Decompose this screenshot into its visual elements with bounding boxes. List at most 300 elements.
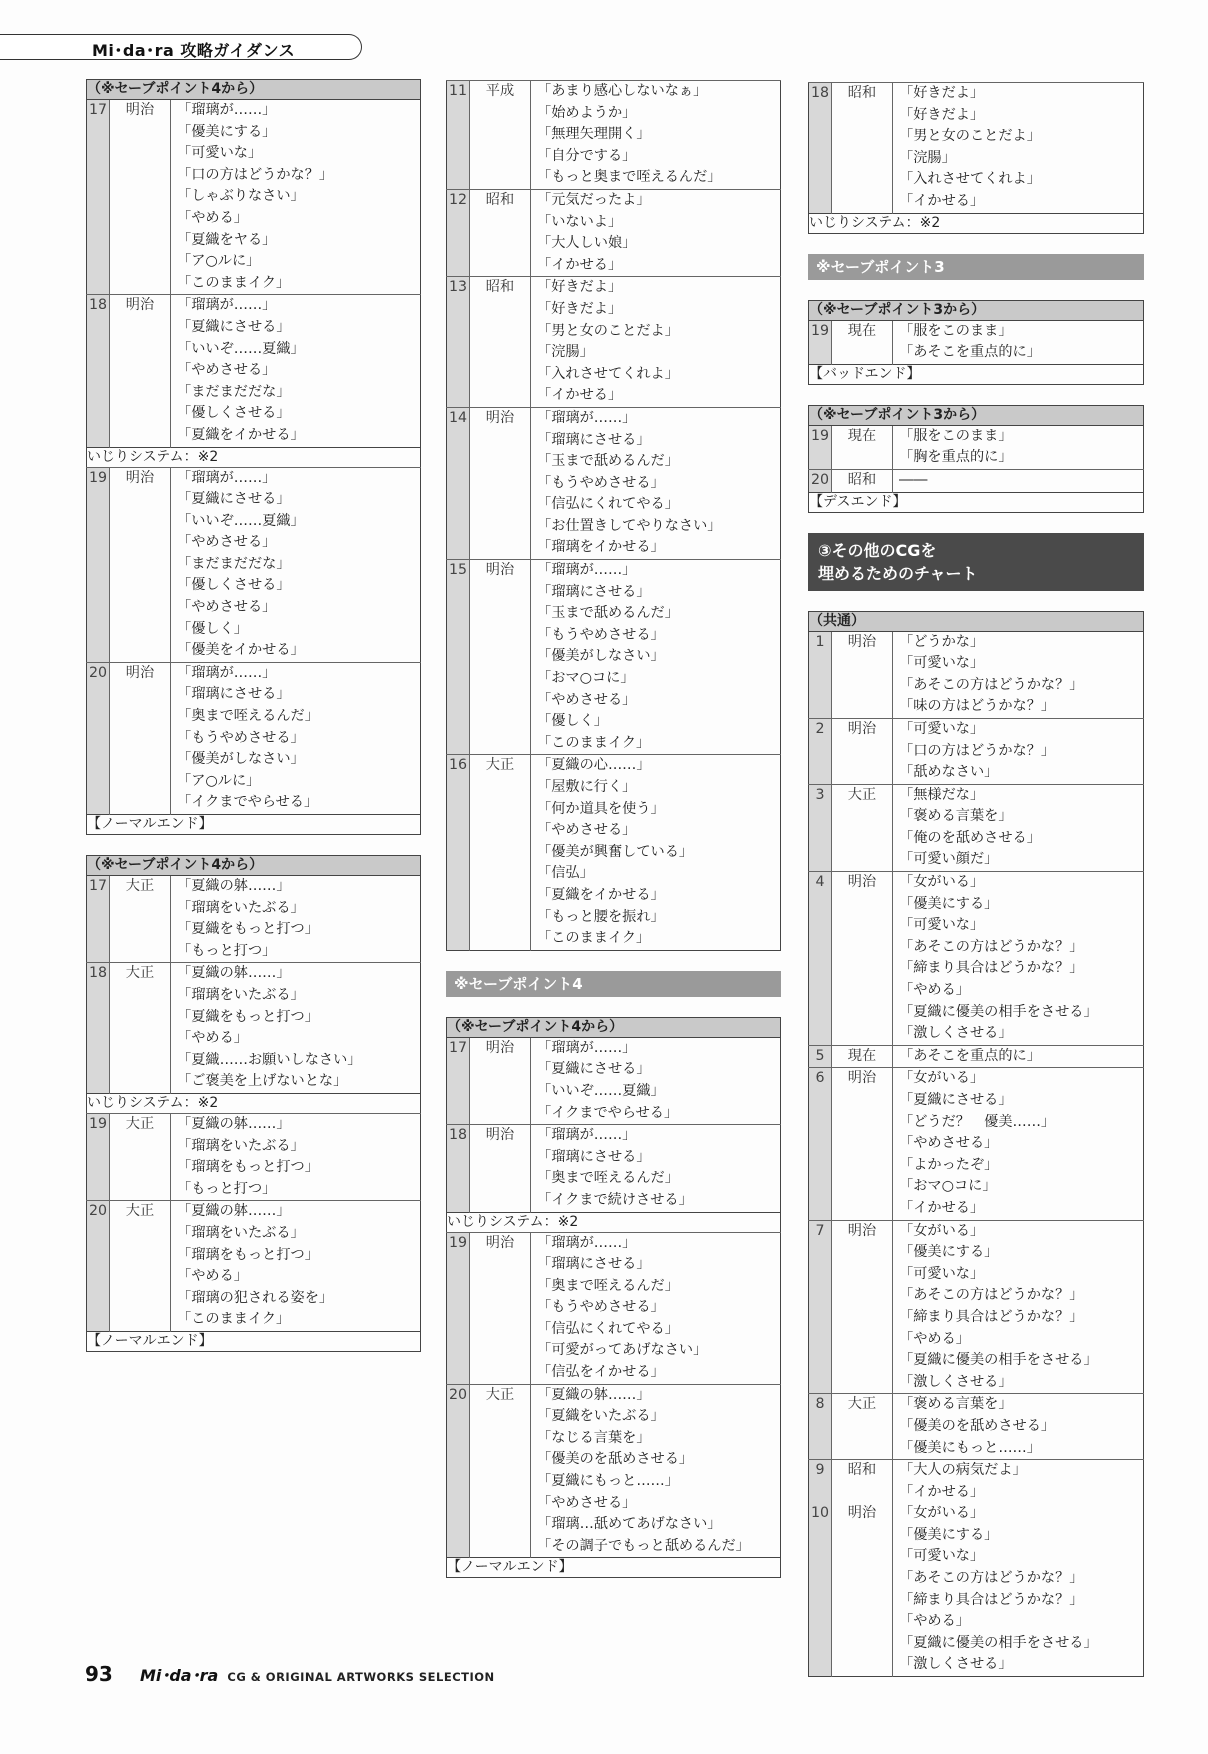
choice-line: 「優しく」 [537,713,608,730]
choice-line: 「もっと腰を振れ」 [537,908,665,925]
chart-table [446,1017,781,1579]
choices-cell [893,1460,1144,1504]
table-header-row [809,611,1144,631]
note-label: 【ノーマルエンド】 [447,1558,781,1578]
era-cell: 明治 [470,407,531,559]
choice-line: 「奥まで咥えるんだ」 [177,708,319,725]
choice-line: 「無様だな」 [899,786,985,803]
era-cell: 明治 [110,467,171,662]
choices-cell [531,81,781,190]
table-row [87,295,421,447]
table-row [809,1394,1144,1460]
step-number: 19 [447,1232,470,1384]
choice-line: 「瑠璃をいたぶる」 [177,1224,305,1241]
era-cell: 大正 [832,1394,893,1460]
choice-line: 「激しくさせる」 [899,1025,1013,1042]
choices-cell [893,1045,1144,1068]
chart-block [808,611,1144,1678]
step-number: 20 [809,469,832,492]
note-label: いじりシステム：※2 [447,1212,781,1232]
choice-line: 「口の方はどうかな？」 [899,742,1056,759]
choice-line: 「まだまだだな」 [177,555,291,572]
choice-line: 「夏織をヤる」 [177,231,277,248]
era-cell: 昭和 [832,83,893,214]
choice-line: 「奥まで咥えるんだ」 [537,1170,679,1187]
choices-cell [893,784,1144,871]
era-cell: 明治 [832,1220,893,1394]
table-header-row [87,856,421,876]
table-row [809,469,1144,492]
era-cell: 明治 [832,872,893,1046]
choice-line: 「可愛いな」 [899,1548,985,1565]
chart-block [86,79,421,835]
section-heading: ※セーブポイント3 [808,254,1144,280]
chart-table [86,855,421,1352]
chart-table [446,80,781,951]
choice-line: 「屋敷に行く」 [537,779,637,795]
cg-chart-heading [808,533,1144,591]
choice-line: 「夏織にさせる」 [537,1061,651,1078]
table-row [809,1045,1144,1068]
table-row [447,1037,781,1124]
table-note-row [87,447,421,467]
choice-line: 「夏織の躰……」 [177,965,291,982]
choice-line: 「夏織の躰……」 [177,1203,291,1220]
choice-line: 「好きだよ」 [899,106,985,123]
choice-line: 「いいぞ……夏織」 [177,340,305,357]
choice-line: 「可愛いな」 [177,145,263,162]
table-header: （※セーブポイント4から） [447,1017,781,1037]
choice-line: 「瑠璃…舐めてあげなさい」 [537,1516,722,1533]
choice-line: 「服をこのまま」 [899,322,1013,339]
choice-line: 「やめる」 [177,1030,248,1047]
choices-cell [531,1384,781,1558]
choice-line: 「女がいる」 [899,1070,985,1087]
era-cell: 現在 [832,1045,893,1068]
choice-line: 「やめさせる」 [177,599,277,616]
choices-cell [531,755,781,950]
choice-line: 「優美にもっと……」 [899,1439,1041,1456]
step-number: 18 [447,1125,470,1212]
choice-line: 「元気だったよ」 [537,191,651,208]
choice-line: 「瑠璃が……」 [177,297,277,314]
choices-cell [531,1125,781,1212]
chart-table [808,611,1144,1678]
header-title: Mi･da･ra 攻略ガイダンス [92,41,296,60]
step-number: 18 [809,83,832,214]
choice-line: 「激しくさせる」 [899,1373,1013,1390]
table-note-row [87,1331,421,1351]
step-number: 8 [809,1394,832,1460]
choices-cell [893,1220,1144,1394]
choices-cell [531,277,781,408]
choice-line: 「入れさせてくれよ」 [537,365,679,382]
choice-line: 「夏織に優美の相手をさせる」 [899,1634,1098,1651]
era-cell: 平成 [470,81,531,190]
choice-line: 「信弘」 [537,865,594,882]
choice-line: 「優美にする」 [899,1244,999,1261]
era-cell: 明治 [110,662,171,814]
table-row [87,1201,421,1332]
choice-line: 「優美がしなさい」 [537,648,665,665]
choice-line: 「やめさせる」 [899,1135,999,1152]
choices-cell [171,662,421,814]
chart-block [808,82,1144,234]
step-number: 20 [87,662,110,814]
choice-line: 「夏織の心……」 [537,757,651,774]
era-cell: 大正 [110,1201,171,1332]
choice-line: 「入れさせてくれよ」 [899,171,1041,188]
step-number: 4 [809,872,832,1046]
choice-line: 「可愛がってあげなさい」 [537,1342,708,1359]
choice-line: 「イかせる」 [899,192,985,209]
choice-line: 「可愛いな」 [899,720,985,737]
table-row [87,1113,421,1200]
era-cell: 明治 [470,1125,531,1212]
step-number: 20 [447,1384,470,1558]
choice-line: 「自分でする」 [537,147,637,164]
era-cell: 明治 [470,1037,531,1124]
choice-line: 「何か道具を使う」 [537,800,665,817]
table-note-row [87,1093,421,1113]
step-number: 7 [809,1220,832,1394]
choices-cell [171,100,421,295]
choice-line: 「優美をイかせる」 [177,642,305,659]
step-number: 17 [447,1037,470,1124]
choice-line: 「しゃぶりなさい」 [177,188,305,205]
choices-cell [893,469,1144,492]
choices-cell [171,1201,421,1332]
choice-line: 「まだまだだな」 [177,383,291,400]
chart-block [808,405,1144,513]
footer-brand: Mi･da･ra [139,1666,219,1685]
step-number: 13 [447,277,470,408]
chart-table [808,82,1144,234]
column-right [808,82,1144,1677]
choices-cell [893,425,1144,469]
step-number: 9 [809,1460,832,1504]
table-row [447,407,781,559]
step-number: 15 [447,560,470,755]
table-header-row [809,405,1144,425]
choice-line: 「男と女のことだよ」 [899,128,1041,145]
table-note-row [809,364,1144,384]
table-header: （※セーブポイント3から） [809,405,1144,425]
era-cell: 大正 [110,1113,171,1200]
step-number: 18 [87,963,110,1094]
choice-line: 「おマ○コに」 [899,1178,997,1195]
choice-line: 「このままイク」 [537,930,651,947]
table-note-row [87,815,421,835]
choice-line: 「瑠璃が……」 [177,469,277,486]
cg-heading-line: ③その他のCGを [818,540,937,560]
choices-cell [531,1037,781,1124]
choice-line: 「イクまでやらせる」 [177,794,319,811]
choice-line: 「優美のを舐めさせる」 [537,1451,694,1468]
choices-cell [531,407,781,559]
choice-line: 「夏織に優美の相手をさせる」 [899,1352,1098,1369]
table-header: （※セーブポイント3から） [809,300,1144,320]
choice-line: 「激しくさせる」 [899,1656,1013,1673]
choice-line: 「もうやめさせる」 [537,1299,665,1316]
choice-line: 「可愛い顔だ」 [899,851,999,868]
choices-cell [531,189,781,276]
era-cell: 大正 [470,1384,531,1558]
step-number: 2 [809,718,832,784]
table-note-row [809,492,1144,512]
choice-line: 「優美にする」 [899,895,999,912]
table-row [809,320,1144,364]
table-row [809,1460,1144,1504]
choice-line: 「夏織の躰……」 [177,878,291,894]
table-header: （※セーブポイント4から） [87,856,421,876]
choice-line: 「優しく」 [177,620,248,637]
choices-cell [893,320,1144,364]
choice-line: ―― [899,471,928,488]
table-header: （共通） [809,611,1144,631]
chart-block [86,855,421,1352]
choice-line: 「どうだ？ 優美……」 [899,1113,1056,1130]
choice-line: 「瑠璃が……」 [537,1039,637,1056]
choice-line: 「あそこを重点的に」 [899,1047,1041,1064]
choice-line: 「夏織の躰……」 [177,1115,291,1132]
era-cell: 明治 [832,631,893,718]
choice-line: 「イクまで続けさせる」 [537,1191,693,1208]
table-row [87,467,421,662]
step-number: 19 [809,425,832,469]
table-header-row [809,300,1144,320]
choice-line: 「イクまでやらせる」 [537,1104,679,1121]
step-number: 6 [809,1068,832,1220]
cg-heading-line: 埋めるためのチャート [818,563,978,583]
column-middle [446,80,781,1578]
table-row [809,83,1144,214]
era-cell: 大正 [110,876,171,963]
choice-line: 「瑠璃にさせる」 [537,1148,651,1165]
page-footer [85,1662,495,1686]
choice-line: 「もっと打つ」 [177,942,277,959]
page-number: 93 [85,1662,113,1686]
step-number: 11 [447,81,470,190]
step-number: 19 [87,467,110,662]
choice-line: 「女がいる」 [899,874,985,891]
choice-line: 「瑠璃にさせる」 [177,686,291,703]
era-cell: 明治 [110,100,171,295]
choice-line: 「瑠璃の犯される姿を」 [177,1289,334,1306]
choices-cell [893,718,1144,784]
choice-line: 「やめさせる」 [537,691,637,708]
step-number: 5 [809,1045,832,1068]
choice-line: 「締まり具合はどうかな？」 [899,960,1084,977]
chart-block [446,80,781,951]
note-label: 【バッドエンド】 [809,364,1144,384]
table-row [447,277,781,408]
step-number: 17 [87,100,110,295]
table-note-row [447,1558,781,1578]
choice-line: 「玉まで舐めるんだ」 [537,605,679,622]
table-row [809,1068,1144,1220]
choice-line: 「やめる」 [899,1613,970,1630]
chart-block [808,300,1144,385]
table-row [809,631,1144,718]
choice-line: 「褒める言葉を」 [899,1396,1013,1413]
choice-line: 「信弘にくれてやる」 [537,1320,679,1337]
table-row [87,963,421,1094]
choices-cell [893,1068,1144,1220]
choice-line: 「奥まで咥えるんだ」 [537,1277,679,1294]
era-cell: 明治 [832,718,893,784]
era-cell: 明治 [470,560,531,755]
table-row [447,1125,781,1212]
table-row [87,100,421,295]
choice-line: 「大人しい娘」 [537,235,637,252]
table-row [447,81,781,190]
step-number: 16 [447,755,470,950]
chart-table [808,300,1144,385]
choice-line: 「夏織をイかせる」 [177,426,305,443]
choice-line: 「その調子でもっと舐めるんだ」 [537,1537,750,1554]
choice-line: 「夏織……お願いしなさい」 [177,1051,362,1068]
footer-subtitle: CG & ORIGINAL ARTWORKS SELECTION [227,1670,495,1684]
note-label: 【ノーマルエンド】 [87,1331,421,1351]
era-cell: 昭和 [832,1460,893,1504]
choice-line: 「優しくさせる」 [177,577,291,594]
era-cell: 昭和 [832,469,893,492]
choices-cell [893,872,1144,1046]
choice-line: 「瑠璃が……」 [537,409,637,426]
choice-line: 「あまり感心しないなぁ」 [537,83,708,99]
note-label: いじりシステム：※2 [809,213,1144,233]
choice-line: 「やめさせる」 [537,822,637,839]
choice-line: 「もうやめさせる」 [537,474,665,491]
choices-cell [171,467,421,662]
table-row [447,1384,781,1558]
choice-line: 「褒める言葉を」 [899,808,1013,825]
chart-table [808,405,1144,513]
choice-line: 「無理矢理開く」 [537,126,651,143]
choice-line: 「このままイク」 [177,1311,291,1328]
choices-cell [531,1232,781,1384]
note-label: 【ノーマルエンド】 [87,815,421,835]
era-cell: 大正 [470,755,531,950]
choice-line: 「瑠璃をもっと打つ」 [177,1246,319,1263]
choices-cell [531,560,781,755]
choice-line: 「優しくさせる」 [177,405,291,422]
choice-line: 「瑠璃をもっと打つ」 [177,1159,319,1176]
choice-line: 「イかせる」 [537,256,623,273]
choices-cell [171,963,421,1094]
table-row [809,1503,1144,1676]
choice-line: 「なじる言葉を」 [537,1429,651,1446]
choices-cell [171,876,421,963]
choice-line: 「夏織にさせる」 [177,318,291,335]
choice-line: 「夏織をイかせる」 [537,886,665,903]
choice-line: 「女がいる」 [899,1505,985,1522]
choice-line: 「瑠璃が……」 [537,562,637,579]
table-note-row [809,213,1144,233]
table-row [447,1232,781,1384]
choice-line: 「信弘にくれてやる」 [537,496,679,513]
choice-line: 「このままイク」 [537,734,651,751]
choice-line: 「あそこの方はどうかな？」 [899,1287,1084,1304]
era-cell: 明治 [832,1503,893,1676]
choice-line: 「夏織をもっと打つ」 [177,1008,319,1025]
note-label: いじりシステム：※2 [87,1093,421,1113]
choice-line: 「瑠璃にさせる」 [537,583,651,600]
choice-line: 「夏織に優美の相手をさせる」 [899,1003,1098,1020]
choices-cell [171,295,421,447]
choice-line: 「どうかな」 [899,633,985,650]
choice-line: 「よかったぞ」 [899,1156,999,1173]
choice-line: 「信弘をイかせる」 [537,1364,665,1381]
choices-cell [893,1503,1144,1676]
note-label: 【デスエンド】 [809,492,1144,512]
step-number: 3 [809,784,832,871]
choice-line: 「やめさせる」 [177,362,277,379]
choice-line: 「瑠璃をイかせる」 [537,539,665,556]
choice-line: 「夏織にさせる」 [177,491,291,508]
choice-line: 「あそこを重点的に」 [899,344,1041,361]
era-cell: 現在 [832,320,893,364]
choice-line: 「もうやめさせる」 [537,626,665,643]
era-cell: 昭和 [470,189,531,276]
choice-line: 「瑠璃が……」 [177,664,277,681]
choice-line: 「瑠璃が……」 [537,1234,637,1251]
choice-line: 「あそこの方はどうかな？」 [899,938,1084,955]
choice-line: 「優美にする」 [899,1526,999,1543]
choice-line: 「好きだよ」 [537,279,623,296]
running-header [0,34,362,60]
era-cell: 現在 [832,425,893,469]
choice-line: 「もっと奥まで咥えるんだ」 [537,169,722,186]
choice-line: 「男と女のことだよ」 [537,322,679,339]
choice-line: 「いないよ」 [537,213,623,230]
choice-line: 「お仕置きしてやりなさい」 [537,517,722,534]
choices-cell [893,631,1144,718]
step-number: 19 [809,320,832,364]
era-cell: 大正 [832,784,893,871]
choice-line: 「このままイク」 [177,274,291,291]
choice-line: 「締まり具合はどうかな？」 [899,1591,1084,1608]
choice-line: 「玉まで舐めるんだ」 [537,453,679,470]
choice-line: 「服をこのまま」 [899,427,1013,444]
step-number: 20 [87,1201,110,1332]
choice-line: 「瑠璃にさせる」 [537,1256,651,1273]
choice-line: 「もっと打つ」 [177,1180,277,1197]
choice-line: 「優美にする」 [177,123,277,140]
choice-line: 「女がいる」 [899,1222,985,1239]
choice-line: 「あそこの方はどうかな？」 [899,1570,1084,1587]
note-label: いじりシステム：※2 [87,447,421,467]
chart-table [86,79,421,835]
table-row [809,425,1144,469]
step-number: 14 [447,407,470,559]
choice-line: 「夏織にさせる」 [899,1092,1013,1108]
choice-line: 「瑠璃が……」 [177,102,277,118]
choice-line: 「浣腸」 [899,149,956,166]
table-row [447,189,781,276]
table-row [809,1220,1144,1394]
table-row [447,755,781,950]
choice-line: 「ア○ルに」 [177,253,261,270]
table-row [809,718,1144,784]
section-heading: ※セーブポイント4 [446,971,781,997]
era-cell: 大正 [110,963,171,1094]
step-number: 1 [809,631,832,718]
choice-line: 「優美が興奮している」 [537,843,694,860]
table-row [87,876,421,963]
choices-cell [893,83,1144,214]
